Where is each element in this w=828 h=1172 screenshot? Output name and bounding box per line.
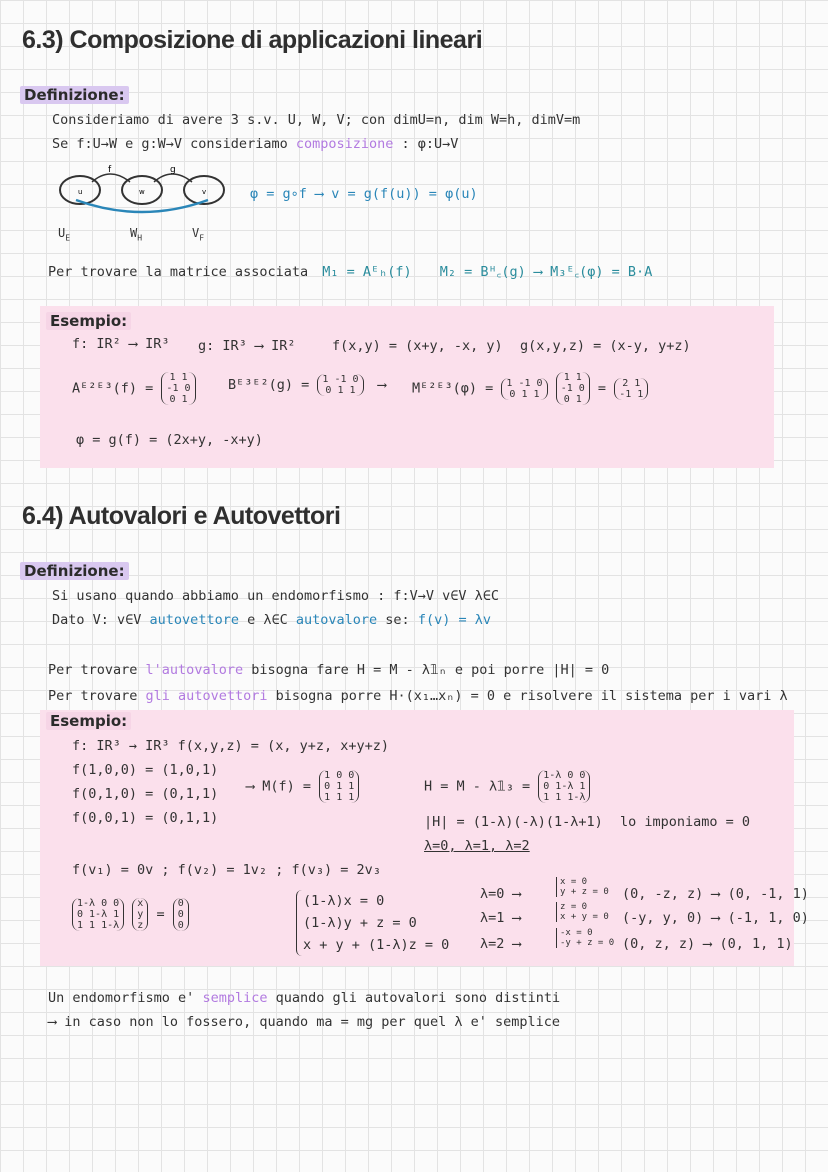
definition-label: Definizione: <box>20 562 129 580</box>
system-row: x + y = 0 <box>560 912 609 922</box>
set-sub: E <box>65 233 71 243</box>
example-map: f: IR³ → IR³ f(x,y,z) = (x, y+z, x+y+z) <box>72 738 389 754</box>
basis-image: f(1,0,0) = (1,0,1) <box>72 762 219 778</box>
vector-body <box>132 898 148 931</box>
lambda-2: λ=2 ⟶ <box>480 936 521 952</box>
vector-row: z <box>137 920 144 931</box>
section-title-6-4: 6.4) Autovalori e Autovettori <box>22 502 341 530</box>
system-row: y + z = 0 <box>560 887 609 897</box>
lambda-0: λ=0 ⟶ <box>480 886 521 902</box>
matrix-body <box>317 374 363 396</box>
formula-g: g(x,y,z) = (x-y, y+z) <box>520 338 691 354</box>
matrix-label: Aᴱ²ᴱ³(f) = <box>72 380 154 397</box>
matrix-row: -1 0 <box>166 383 191 394</box>
matrix-body <box>538 770 590 803</box>
matrix-label: Bᴱ³ᴱ²(g) = <box>228 377 310 393</box>
system-row: x + y + (1-λ)z = 0 <box>303 937 450 953</box>
text-line <box>52 612 491 628</box>
text-line <box>48 262 652 280</box>
highlight-word: semplice <box>202 990 268 1006</box>
linear-system <box>296 890 449 956</box>
diagram-label: g <box>170 165 176 175</box>
highlight-word: composizione <box>295 136 394 152</box>
vector-row: 0 <box>177 909 184 920</box>
diagram-label: w <box>139 188 145 196</box>
impose-note: lo imponiamo = 0 <box>620 814 751 830</box>
vector-row: 0 <box>177 920 184 931</box>
matrix-body <box>501 378 547 400</box>
vector-row: 0 <box>177 898 184 909</box>
text-line <box>52 136 458 152</box>
set-label-w <box>130 226 142 242</box>
set-label-u <box>58 226 70 242</box>
matrix-label: Mᴱ²ᴱ³(φ) = <box>412 380 494 397</box>
matrix-row: 1 1 <box>563 372 582 383</box>
text-line <box>48 662 609 678</box>
highlight-word: gli autovettori <box>145 688 268 704</box>
matrix-body <box>614 378 648 400</box>
matrix-row: 1 -1 0 <box>322 374 359 385</box>
map-f: f: IR² ⟶ IR³ <box>72 336 170 352</box>
vector-row: x <box>137 898 144 909</box>
basis-image: f(0,0,1) = (0,1,1) <box>72 810 219 826</box>
set-sub: H <box>137 233 143 243</box>
text-line: ⟶ in caso non lo fossero, quando ma = mg per quel λ e' semplice <box>48 1014 561 1030</box>
lambda-2-system <box>556 928 614 948</box>
diagram-label: v <box>202 188 207 196</box>
system-row: (1-λ)x = 0 <box>303 893 385 909</box>
text-span: Un endomorfismo e' <box>48 990 195 1006</box>
phi-result: φ = g(f) = (2x+y, -x+y) <box>76 432 263 448</box>
highlight-word: l'autovalore <box>145 662 244 678</box>
set-name: U <box>58 226 66 240</box>
formula-f: f(x,y) = (x+y, -x, y) <box>332 338 503 354</box>
definition-label: Definizione: <box>20 86 129 104</box>
set-name: W <box>130 226 138 240</box>
text-line <box>48 688 788 704</box>
system-row: x = 0 <box>560 877 588 887</box>
text-span: Per trovare <box>48 688 138 704</box>
matrix-row: 1-λ 0 0 <box>543 770 586 781</box>
eigenvalues: λ=0, λ=1, λ=2 <box>424 838 530 854</box>
matrix-row: 1 1 1 <box>324 792 355 803</box>
lambda-1: λ=1 ⟶ <box>480 910 521 926</box>
arrow-g-icon <box>154 174 192 182</box>
set-label-v <box>192 226 204 242</box>
matrix-row: 0 1 <box>563 394 582 405</box>
vector-body <box>173 898 189 931</box>
eigen-relations: f(v₁) = 0v ; f(v₂) = 1v₂ ; f(v₃) = 2v₃ <box>72 862 381 878</box>
set-sub: F <box>199 233 205 243</box>
system-row: -y + z = 0 <box>560 938 615 948</box>
matrix-body <box>72 898 124 931</box>
matrix-row: 1 1 1-λ <box>543 792 586 803</box>
text-span: Per trovare <box>48 662 138 678</box>
system-row: -x = 0 <box>560 928 593 938</box>
example-label: Esempio: <box>46 312 131 330</box>
matrix-m2-m3: M₂ = Bᴴ꜀(g) ⟶ M₃ᴱ꜀(φ) = B·A <box>439 264 653 280</box>
matrix-mf <box>246 770 359 803</box>
system-matrix: 1-λ 0 0 0 1-λ 1 1 1 1-λ x y z = 0 0 0 <box>72 898 189 931</box>
vector-row: y <box>137 909 144 920</box>
arrow-phi-icon <box>76 200 208 212</box>
highlight-formula: f(v) = λv <box>417 612 491 628</box>
system-row: (1-λ)y + z = 0 <box>303 915 417 931</box>
text-span: : φ:U→V <box>401 136 459 152</box>
text-span: Per trovare la matrice associata <box>48 264 309 280</box>
matrix-body <box>556 372 590 405</box>
matrix-h <box>424 770 590 803</box>
text-span: quando gli autovalori sono distinti <box>275 990 561 1006</box>
text-span: e λ∈C <box>247 612 288 628</box>
matrix-b <box>228 374 386 396</box>
highlight-word: autovettore <box>149 612 239 628</box>
text-span: bisogna fare H = M - λ𝟙ₙ e poi porre |H| = 0 <box>251 662 610 678</box>
matrix-row: 0 1 1 <box>509 388 540 400</box>
example-label: Esempio: <box>46 712 131 730</box>
matrix-row: 1-λ 0 0 <box>77 898 120 909</box>
basis-image: f(0,1,0) = (0,1,1) <box>72 786 219 802</box>
phi-formula: φ = g∘f ⟶ v = g(f(u)) = φ(u) <box>250 186 478 202</box>
diagram-label: f <box>108 165 112 175</box>
system-row: z = 0 <box>560 902 588 912</box>
matrix-label: ⟶ M(f) = <box>246 778 312 795</box>
text-span: se: <box>385 612 410 628</box>
lambda-0-system <box>556 877 609 897</box>
map-g: g: IR³ ⟶ IR² <box>198 338 296 354</box>
set-name: V <box>192 226 200 240</box>
text-line: Si usano quando abbiamo un endomorfismo : f:V→V v∈V λ∈C <box>52 588 500 604</box>
text-line: Consideriamo di avere 3 s.v. U, W, V; con dimU=n, dim W=h, dimV=m <box>52 112 581 128</box>
matrix-a <box>72 372 196 405</box>
section-title-6-3: 6.3) Composizione di applicazioni lineari <box>22 26 483 54</box>
matrix-m1: M₁ = Aᴱₕ(f) <box>322 264 412 280</box>
text-span: bisogna porre H·(x₁…xₙ) = 0 e risolvere il sistema per i vari λ <box>275 688 788 704</box>
diagram-label: u <box>78 188 83 196</box>
matrix-row: 0 1 1 <box>325 385 356 396</box>
determinant: |H| = (1-λ)(-λ)(1-λ+1) <box>424 814 603 830</box>
text-line <box>48 990 560 1006</box>
arrow-f-icon <box>92 174 130 182</box>
matrix-row: 0 1 1 <box>324 781 355 792</box>
matrix-body <box>319 770 359 803</box>
matrix-row: 0 1 <box>169 394 188 405</box>
matrix-label: H = M - λ𝟙₃ = <box>424 778 531 795</box>
matrix-body <box>161 372 195 405</box>
eigenvector-1: (-y, y, 0) ⟶ (-1, 1, 0) <box>622 910 809 926</box>
lambda-1-system <box>556 902 609 922</box>
matrix-row: 2 1 <box>622 377 641 389</box>
matrix-row: 0 1-λ 1 <box>77 909 120 920</box>
matrix-row: 1 0 0 <box>324 770 355 781</box>
matrix-row: -1 1 <box>619 388 644 400</box>
eigenvector-0: (0, -z, z) ⟶ (0, -1, 1) <box>622 886 809 902</box>
matrix-row: 1 1 <box>169 372 188 383</box>
text-span: Se f:U→W e g:W→V consideriamo <box>52 136 288 152</box>
matrix-row: 1 -1 0 <box>506 377 543 389</box>
matrix-row: 1 1 1-λ <box>77 920 120 931</box>
matrix-row: 0 1-λ 1 <box>543 781 586 792</box>
text-span: Dato V: v∈V <box>52 612 142 628</box>
matrix-m <box>412 372 648 405</box>
eigenvector-2: (0, z, z) ⟶ (0, 1, 1) <box>622 936 793 952</box>
arrow-icon: ⟶ <box>377 377 386 393</box>
equals-sign: = <box>597 380 607 397</box>
highlight-word: autovalore <box>295 612 378 628</box>
matrix-row: -1 0 <box>560 383 585 394</box>
